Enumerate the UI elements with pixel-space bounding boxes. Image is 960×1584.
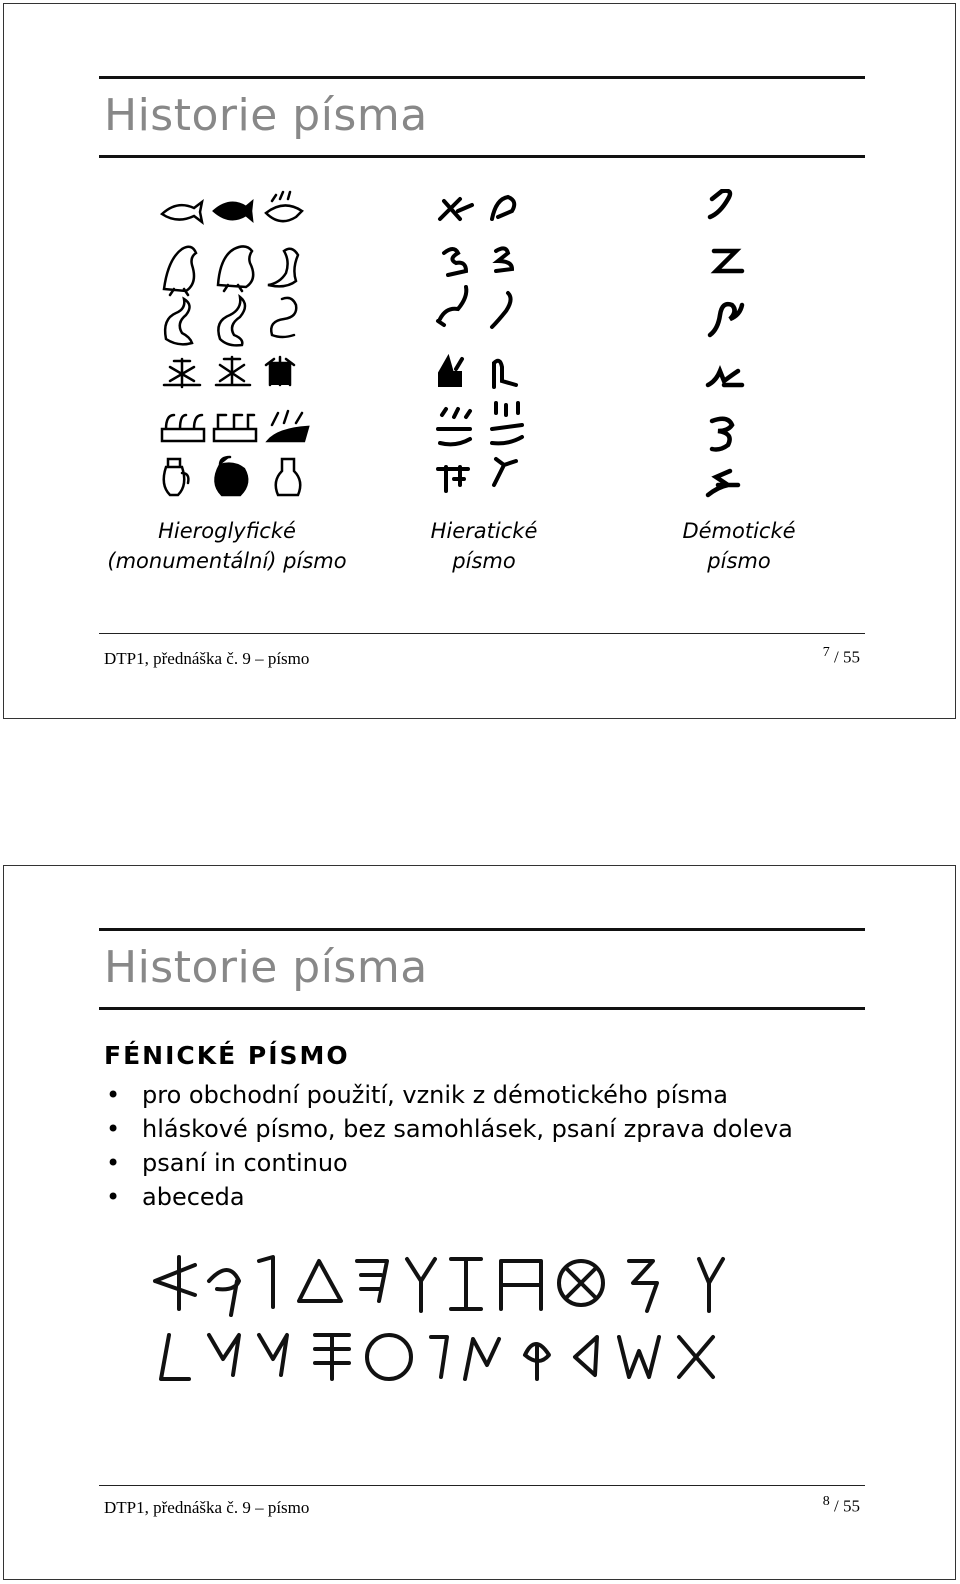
bullet-icon: • bbox=[106, 1081, 121, 1109]
footer-rule bbox=[99, 1485, 865, 1486]
footer-rule bbox=[99, 633, 865, 634]
bullet-list bbox=[104, 1078, 793, 1214]
section-heading: FÉNICKÉ PÍSMO bbox=[104, 1041, 350, 1070]
slide-7 bbox=[3, 3, 956, 719]
caption-line: Hieroglyfické bbox=[158, 519, 296, 543]
caption-line: písmo bbox=[452, 549, 516, 573]
page-separator: / bbox=[834, 1496, 839, 1516]
caption-line: (monumentální) písmo bbox=[107, 549, 347, 573]
list-item bbox=[104, 1146, 793, 1180]
hieratic-signs-image bbox=[434, 189, 534, 499]
footer-text: DTP1, přednáška č. 9 – písmo bbox=[104, 649, 310, 668]
caption-line: Hieratické bbox=[430, 519, 538, 543]
page-total: 55 bbox=[843, 1496, 860, 1516]
page-number bbox=[823, 1494, 860, 1517]
phoenician-alphabet-image bbox=[149, 1251, 749, 1401]
slide-title: Historie písma bbox=[104, 942, 428, 993]
bullet-icon: • bbox=[106, 1115, 121, 1143]
title-top-rule bbox=[99, 928, 865, 931]
list-item bbox=[104, 1112, 793, 1146]
demotic-signs-image bbox=[704, 189, 764, 499]
bullet-icon: • bbox=[106, 1183, 121, 1211]
title-bottom-rule bbox=[99, 155, 865, 158]
footer-text: DTP1, přednáška č. 9 – písmo bbox=[104, 1498, 310, 1517]
page-separator: / bbox=[834, 647, 839, 667]
bullet-text: abeceda bbox=[142, 1183, 245, 1211]
title-bottom-rule bbox=[99, 1007, 865, 1010]
bullet-text: pro obchodní použití, vznik z démotického písma bbox=[142, 1081, 728, 1109]
slide-8 bbox=[3, 865, 956, 1580]
hieroglyphic-signs-image bbox=[154, 189, 314, 499]
title-top-rule bbox=[99, 76, 865, 79]
page-number bbox=[823, 645, 860, 668]
bullet-text: psaní in continuo bbox=[142, 1149, 348, 1177]
list-item bbox=[104, 1078, 793, 1112]
hieratic-caption bbox=[404, 516, 564, 576]
page-total: 55 bbox=[843, 647, 860, 667]
page-current: 8 bbox=[822, 1494, 830, 1509]
slide-title: Historie písma bbox=[104, 90, 428, 141]
caption-line: písmo bbox=[707, 549, 771, 573]
hieroglyphic-caption bbox=[102, 516, 352, 576]
bullet-icon: • bbox=[106, 1149, 121, 1177]
caption-line: Démotické bbox=[682, 519, 796, 543]
list-item bbox=[104, 1180, 793, 1214]
demotic-caption bbox=[659, 516, 819, 576]
bullet-text: hláskové písmo, bez samohlásek, psaní zprava doleva bbox=[142, 1115, 793, 1143]
page-current: 7 bbox=[822, 645, 830, 660]
